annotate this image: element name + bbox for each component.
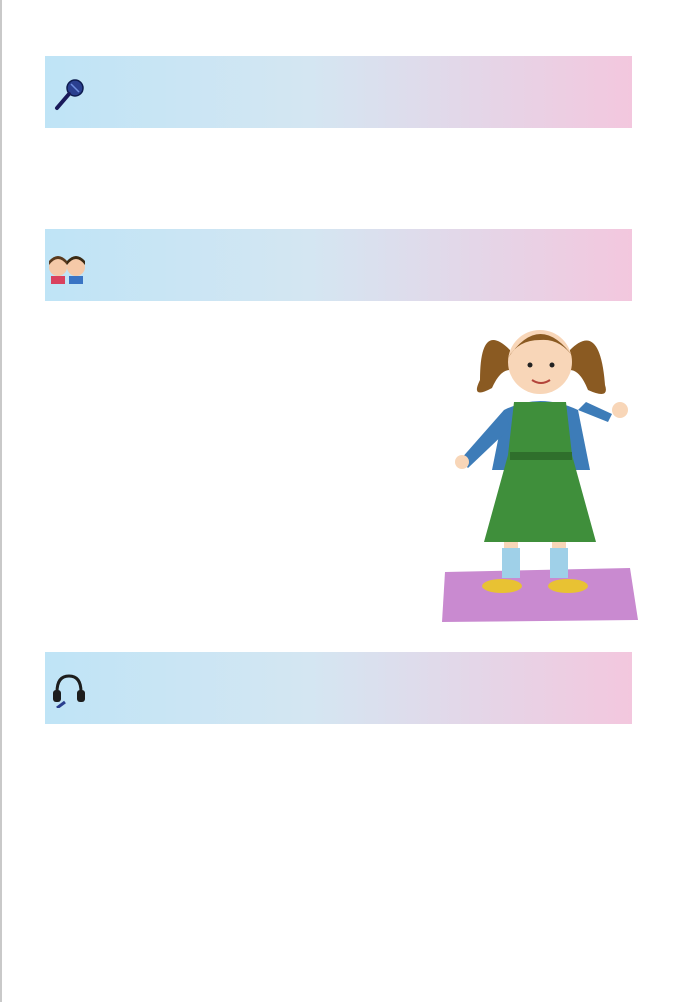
- footer-caption: [0, 958, 700, 1002]
- section-3-header: [45, 229, 632, 301]
- section-2-header: [45, 56, 632, 128]
- section-4-header: [45, 652, 632, 724]
- girl-illustration: [440, 310, 640, 630]
- microphone-icon: [51, 76, 87, 112]
- page-edge: [0, 0, 2, 1002]
- top-decorative-border: [0, 0, 700, 30]
- headphones-icon: [51, 672, 87, 708]
- children-talking-icon: [47, 249, 87, 285]
- right-decorative-border: [652, 36, 700, 956]
